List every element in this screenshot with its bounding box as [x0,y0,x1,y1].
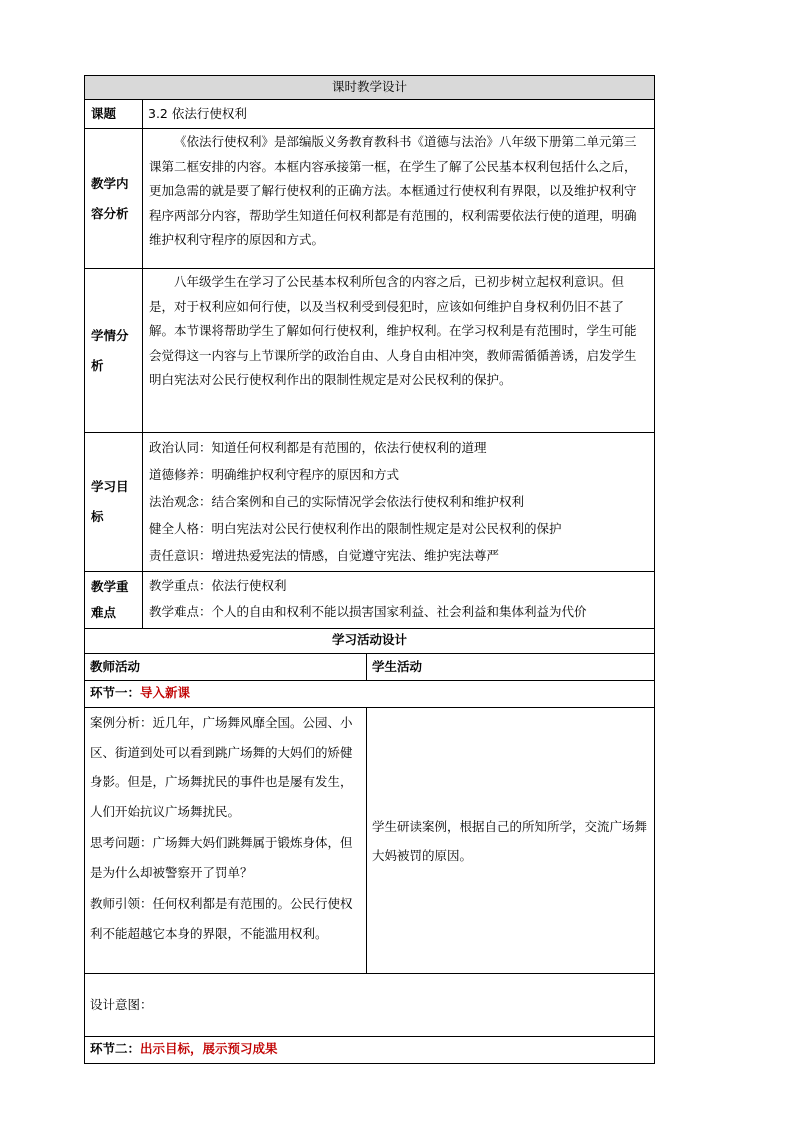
lesson-plan-document [84,75,654,1064]
student-analysis-text: 八年级学生在学习了公民基本权利所包含的内容之后，已初步树立起权利意识。但是，对于权利应如何行使，以及当权利受到侵犯时，应该如何维护自身权利仍旧不甚了解。本节课将帮助学生了解如何行使权利，维护权利。在学习权利是有范围时，学生可能会觉得这一内容与上节课所学的政治自由、人身自由相冲突，教师需循循善诱，启发学生明白宪法对公民行使权利作出的限制性规定是对公民权利的保护。 [143,269,655,433]
lesson-plan-table [84,75,655,1064]
content-analysis-label: 教学内容分析 [85,129,143,269]
teacher-activity-content [85,708,367,974]
student-activity-content: 学生研读案例，根据自己的所知所学，交流广场舞大妈被罚的原因。 [367,708,655,974]
topic-label: 课题 [85,100,143,129]
design-intent-row [85,974,655,1037]
activity-design-title-row [85,629,655,654]
link1-name: 导入新课 [140,685,191,700]
teacher-activity-header: 教师活动 [85,654,367,681]
student-activity-header: 学生活动 [367,654,655,681]
key-points-list [143,572,655,629]
student-analysis-row [85,269,655,433]
activity-design-title: 学习活动设计 [85,629,655,654]
link1-row [85,681,655,708]
objective-item: 健全人格：明白宪法对公民行使权利作出的限制性规定是对公民权利的保护 [149,521,562,536]
student-analysis-label: 学情分析 [85,269,143,433]
link1-prefix: 环节一： [90,685,141,700]
objective-item: 道德修养：明确维护权利守程序的原因和方式 [149,467,400,482]
objective-item: 责任意识：增进热爱宪法的情感，自觉遵守宪法、维护宪法尊严 [149,548,500,563]
key-points-label: 教学重难点 [85,572,143,629]
case-analysis-paragraph: 案例分析：近几年，广场舞风靡全国。公园、小区、街道到处可以看到跳广场舞的大妈们的矫健身影。但是，广场舞扰民的事件也是屡有发生，人们开始抗议广场舞扰民。 [90,715,353,819]
link2-name: 出示目标，展示预习成果 [140,1041,278,1056]
content-analysis-row [85,129,655,269]
key-point-item: 教学重点：依法行使权利 [149,578,287,593]
objective-item: 法治观念：结合案例和自己的实际情况学会依法行使权利和维护权利 [149,494,525,509]
teacher-guidance-paragraph: 教师引领：任何权利都是有范围的。公民行使权利不能超越它本身的界限，不能滥用权利。 [90,896,353,941]
title-row [85,76,655,100]
table-title: 课时教学设计 [85,76,655,100]
link1-heading [85,681,655,708]
key-points-row [85,572,655,629]
objectives-row [85,433,655,572]
link2-row [85,1037,655,1064]
objectives-label: 学习目标 [85,433,143,572]
key-point-item: 教学难点：个人的自由和权利不能以损害国家利益、社会利益和集体利益为代价 [149,604,587,619]
link2-prefix: 环节二： [90,1041,141,1056]
objectives-list [143,433,655,572]
activity-content-row [85,708,655,974]
link2-heading [85,1037,655,1064]
objective-item: 政治认同：知道任何权利都是有范围的，依法行使权利的道理 [149,440,487,455]
question-paragraph: 思考问题：广场舞大妈们跳舞属于锻炼身体，但是为什么却被警察开了罚单？ [90,835,353,880]
topic-row [85,100,655,129]
topic-value: 3.2 依法行使权利 [143,100,655,129]
content-analysis-text: 《依法行使权利》是部编版义务教育教科书《道德与法治》八年级下册第二单元第三课第二框安排的内容。本框内容承接第一框，在学生了解了公民基本权利包括什么之后，更加急需的就是要了解行使权利的正确方法。本框通过行使权利有界限，以及维护权利守程序两部分内容，帮助学生知道任何权利都是有范围的，权利需要依法行使的道理，明确维护权利守程序的原因和方式。 [143,129,655,269]
design-intent: 设计意图： [85,974,655,1037]
activity-header-row [85,654,655,681]
